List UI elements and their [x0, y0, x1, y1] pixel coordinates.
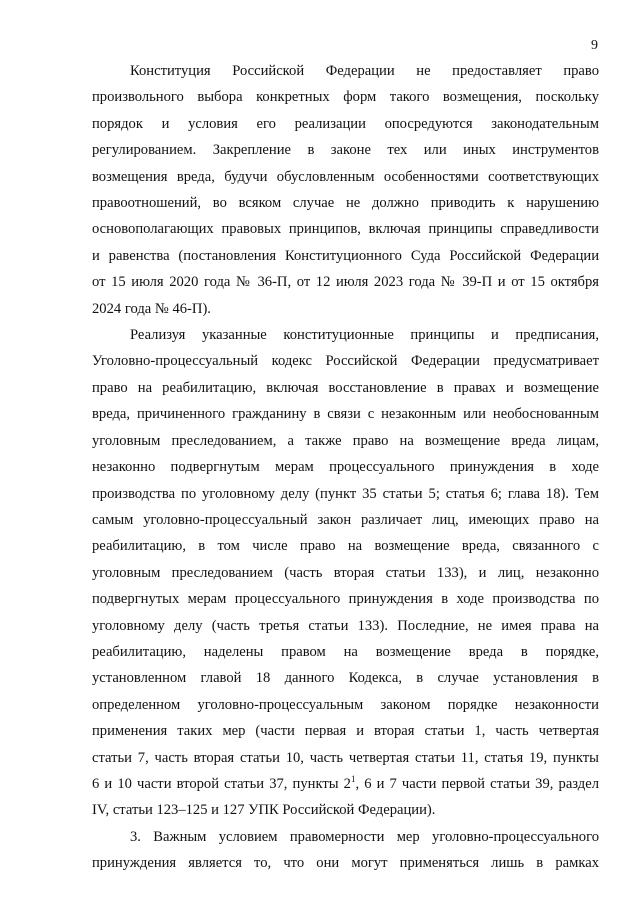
- text-line: установленном главой 18 данного Кодекса, в случае установления в: [92, 670, 599, 687]
- text-line: применения таких мер (части первая и вторая статьи 1, часть четвертая: [92, 723, 599, 740]
- text-line: подвергнутых мерам процессуального принуждения в ходе производства по: [92, 591, 599, 608]
- document-body: [92, 58, 599, 877]
- text-line: самым уголовно-процессуальный закон различает лиц, имеющих право на: [92, 511, 599, 528]
- text-line: принуждения является то, что они могут применяться лишь в рамках: [92, 855, 599, 872]
- page-number: 9: [591, 38, 598, 53]
- text-line: порядок и условия его реализации опосредуются законодательным: [92, 115, 599, 132]
- text-line: уголовному делу (часть третья статьи 133). Последние, не имея права на: [92, 617, 599, 634]
- text-line: статьи 7, часть вторая статьи 10, часть четвертая статьи 11, статья 19, пункты: [92, 749, 599, 766]
- paragraph-3: [92, 824, 599, 877]
- text-line: вреда, причиненного гражданину в связи с незаконным или необоснованным: [92, 406, 599, 423]
- text-line: уголовным преследованием (часть вторая статьи 133), и лиц, незаконно: [92, 564, 599, 581]
- superscript-index: 1: [350, 773, 356, 784]
- text-line: уголовным преследованием, а также право на возмещение вреда лицам,: [92, 432, 599, 449]
- text-line: реабилитацию, в том числе право на возмещение вреда, связанного с: [92, 538, 599, 555]
- text-line: правоотношений, во всяком случае не должно приводить к нарушению: [92, 195, 599, 212]
- text-segment: , 6 и 7 части первой статьи 39, раздел: [355, 775, 599, 792]
- text-line: 3. Важным условием правомерности мер уголовно-процессуального: [130, 828, 599, 845]
- text-line: Конституция Российской Федерации не предоставляет право: [130, 63, 599, 79]
- text-segment: 6 и 10 части второй статьи 37, пункты 2: [92, 775, 351, 792]
- text-line: возмещения вреда, будучи обусловленным особенностями соответствующих: [92, 168, 599, 185]
- paragraph-1: [92, 58, 599, 322]
- text-line: определенном уголовно-процессуальным законом порядке незаконности: [92, 696, 599, 713]
- text-line: реабилитацию, наделены правом на возмещение вреда в порядке,: [92, 643, 599, 660]
- text-line: и равенства (постановления Конституционного Суда Российской Федерации: [92, 247, 599, 264]
- text-line: IV, статьи 123–125 и 127 УПК Российской Федерации).: [92, 802, 436, 819]
- text-line: произвольного выбора конкретных форм такого возмещения, поскольку: [92, 89, 599, 106]
- text-line: производства по уголовному делу (пункт 35 статьи 5; статья 6; глава 18). Тем: [92, 485, 599, 502]
- text-line: незаконно подвергнутым мерам процессуального принуждения в ходе: [92, 459, 599, 476]
- text-line-with-superscript: [92, 771, 599, 797]
- text-line: Реализуя указанные конституционные принципы и предписания,: [130, 327, 599, 344]
- text-line: Уголовно-процессуальный кодекс Российской Федерации предусматривает: [92, 353, 599, 370]
- text-line: регулированием. Закрепление в законе тех или иных инструментов: [92, 142, 599, 159]
- paragraph-2: [92, 322, 599, 824]
- text-line: право на реабилитацию, включая восстановление в правах и возмещение: [92, 379, 599, 396]
- text-line: основополагающих правовых принципов, включая принципы справедливости: [92, 221, 599, 238]
- text-line: от 15 июля 2020 года № 36-П, от 12 июля 2023 года № 39-П и от 15 октября: [92, 274, 599, 291]
- text-line: 2024 года № 46-П).: [92, 300, 211, 317]
